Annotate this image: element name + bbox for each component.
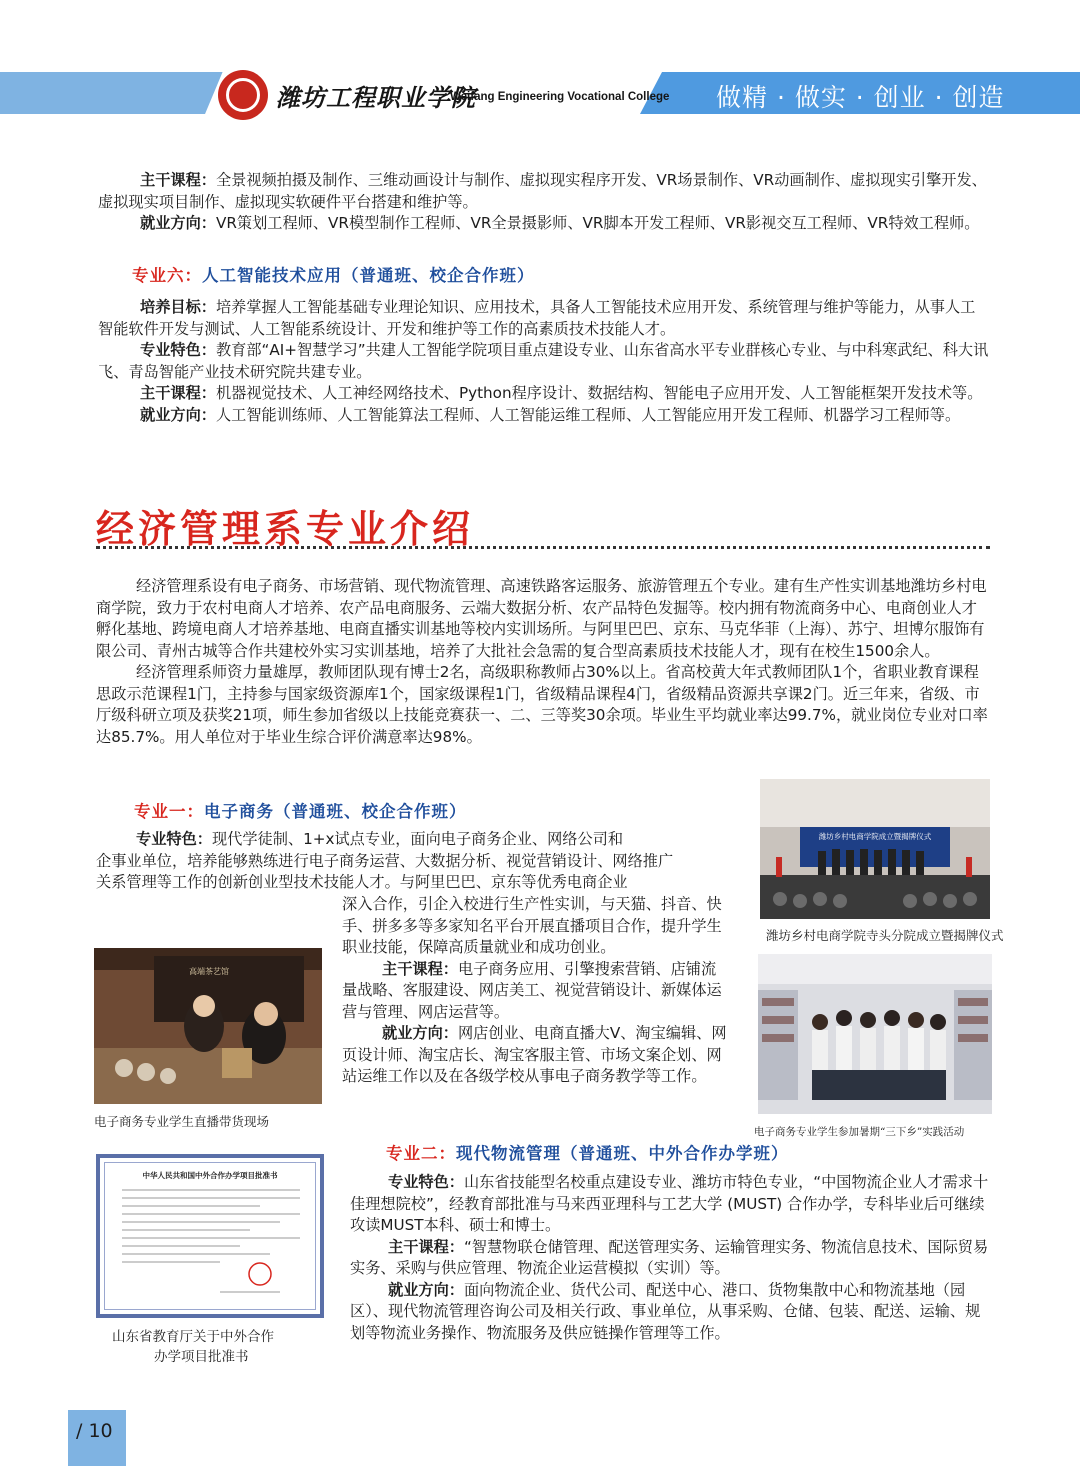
major6-heading <box>132 262 535 286</box>
major2-courses-text: “智慧物联仓储管理、配送管理实务、运输管理实务、物流信息技术、国际贸易实务、采购与供应管理、物流企业运营模拟（实训）等。 <box>350 1237 989 1277</box>
major6-feature <box>98 340 990 383</box>
title-dotted-divider <box>96 546 990 549</box>
certificate-caption-line1: 山东省教育厅关于中外合作 <box>112 1329 274 1345</box>
major1-feature-rest: 深入合作，引企入校进行生产性实训，与天猫、抖音、快手、拼多多等多家知名平台开展直播项目合作，提升学生职业技能，保障高质量就业和成功创业。 <box>342 895 722 956</box>
sanxiaxiang-scene <box>758 954 992 1114</box>
department-intro-p1: 经济管理系设有电子商务、市场营销、现代物流管理、高速铁路客运服务、旅游管理五个专业。建有生产性实训基地潍坊乡村电商学院，致力于农村电商人才培养、农产品电商服务、云端大数据分析、农产品特色发掘等。校内拥有物流商务中心、电商创业人才孵化基地、跨境电商人才培养基地、电商直播实训基地等校内实训场所。与阿里巴巴、京东、马克华菲（上海）、苏宁、坦博尔服饰有限公司、青州古城等合作共建校外实习实训基地，培养了大批社会急需的复合型高素质技术技能人才，现有在校生1500余人。 <box>96 577 987 660</box>
major1-heading-number: 专业一： <box>134 802 204 821</box>
vr-courses-label: 主干课程： <box>140 171 216 189</box>
major2-heading <box>386 1140 789 1164</box>
major2-feature-label: 专业特色： <box>388 1173 464 1191</box>
major6-feature-label: 专业特色： <box>140 341 216 359</box>
ceremony-photo <box>760 779 990 919</box>
major1-feature-label: 专业特色： <box>136 830 212 848</box>
college-name-en: Weifang Engineering Vocational College <box>450 91 670 103</box>
major6-jobs <box>98 405 990 427</box>
department-intro-p2: 经济管理系师资力量雄厚，教师团队现有博士2名，高级职称教师占30%以上。省高校黄大年式教师团队1个，省职业教育课程思政示范课程1门，主持参与国家级资源库1个，国家级课程1门，省级精品课程4门，省级精品资源共享课2门。近三年来，省级、市厅级科研立项及获奖21项，师生参加省级以上技能竞赛获一、二、三等奖30余项。毕业生平均就业率达99.7%，就业岗位专业对口率达85.7%。用人单位对于毕业生综合评价满意率达98%。 <box>96 663 988 746</box>
major2-heading-number: 专业二： <box>386 1144 456 1163</box>
major6-body <box>98 297 990 426</box>
livestream-sign-text: 高端茶艺馆 <box>189 967 229 976</box>
major1-courses <box>342 959 728 1024</box>
major1-courses-text: 电子商务应用、引擎搜索营销、店铺流量战略、客服建设、网店美工、视觉营销设计、新媒体运营与管理、网店运营等。 <box>342 959 722 1021</box>
major6-goal-label: 培养目标： <box>140 298 216 316</box>
major2-courses-label: 主干课程： <box>388 1237 464 1256</box>
major2-jobs-text: 面向物流企业、货代公司、配送中心、港口、货物集散中心和物流基地（园区）、现代物流管理咨询公司及相关行政、事业单位，从事采购、仓储、包装、配送、运输、规划等物流业务操作、物流服务及供应链操作管理等工作。 <box>350 1280 981 1342</box>
major6-heading-number: 专业六： <box>132 266 202 285</box>
major6-jobs-text: 人工智能训练师、人工智能算法工程师、人工智能运维工程师、人工智能应用开发工程师、机器学习工程师等。 <box>215 405 961 424</box>
major1-heading <box>134 798 467 822</box>
major1-jobs <box>342 1023 728 1088</box>
livestream-photo <box>94 948 322 1104</box>
major1-heading-title: 电子商务（普通班、校企合作班） <box>204 802 467 821</box>
major6-courses <box>98 383 990 405</box>
major2-feature-text: 山东省技能型名校重点建设专业、潍坊市特色专业，“中国物流企业人才需求十佳理想院校”，经教育部批准与马来西亚理科与工艺大学 (MUST) 合作办学，专科毕业后可继续攻读MUST本科、硕士和博士。 <box>350 1173 989 1234</box>
certificate-caption-line2: 办学项目批准书 <box>154 1349 249 1365</box>
ceremony-banner-text: 潍坊乡村电商学院成立暨揭牌仪式 <box>818 832 932 841</box>
college-name-cn: 潍坊工程职业学院 <box>276 83 476 112</box>
vr-courses-text: 全景视频拍摄及制作、三维动画设计与制作、虚拟现实程序开发、VR场景制作、VR动画制作、虚拟现实引擎开发、虚拟现实项目制作、虚拟现实软硬件平台搭建和维护等。 <box>98 171 987 211</box>
certificate-title: 中华人民共和国中外合作办学项目批准书 <box>142 1171 278 1180</box>
major6-courses-text: 机器视觉技术、人工神经网络技术、Python程序设计、数据结构、智能电子应用开发、人工智能框架开发技术等。 <box>215 384 983 402</box>
major6-goal <box>98 297 990 340</box>
certificate-lines <box>100 1184 320 1314</box>
vr-jobs-text: VR策划工程师、VR模型制作工程师、VR全景摄影师、VR脚本开发工程师、VR影视交互工程师、VR特效工程师。 <box>215 214 980 232</box>
vr-courses <box>98 170 990 213</box>
ceremony-scene <box>760 779 990 919</box>
sanxiaxiang-caption: 电子商务专业学生参加暑期“三下乡”实践活动 <box>754 1126 965 1138</box>
major2-jobs-label: 就业方向： <box>388 1280 464 1299</box>
major6-jobs-label: 就业方向： <box>140 405 216 424</box>
certificate-image <box>96 1154 324 1318</box>
major2-jobs <box>350 1280 990 1345</box>
header-left-bar <box>0 72 230 114</box>
major2-feature <box>350 1172 990 1237</box>
major2-courses <box>350 1237 990 1280</box>
vr-major-continued <box>98 170 990 235</box>
major1-jobs-label: 就业方向： <box>382 1024 458 1042</box>
major1-courses-label: 主干课程： <box>382 959 458 978</box>
vr-jobs-label: 就业方向： <box>140 214 216 232</box>
major1-body-right <box>342 894 728 1088</box>
college-seal-icon <box>218 70 268 120</box>
major1-feature-line1 <box>96 829 762 851</box>
livestream-caption: 电子商务专业学生直播带货现场 <box>94 1114 270 1129</box>
major1-feature-line2: 企事业单位，培养能够熟练进行电子商务运营、大数据分析、视觉营销设计、网络推广 <box>96 851 674 870</box>
department-title: 经济管理系专业介绍 <box>96 507 475 551</box>
major6-goal-text: 培养掌握人工智能基础专业理论知识、应用技术，具备人工智能技术应用开发、系统管理与维护等能力，从事人工智能软件开发与测试、人工智能系统设计、开发和维护等工作的高素质技术技能人才。 <box>98 298 976 338</box>
sanxiaxiang-photo <box>758 954 992 1114</box>
major1-feature-top <box>96 829 762 894</box>
college-motto: 做精 · 做实 · 创业 · 创造 <box>716 83 1005 112</box>
major6-heading-title: 人工智能技术应用（普通班、校企合作班） <box>202 266 535 285</box>
major6-courses-label: 主干课程： <box>140 384 216 402</box>
major1-jobs-text: 网店创业、电商直播大V、淘宝编辑、网页设计师、淘宝店长、淘宝客服主管、市场文案企划、网站运维工作以及在各级学校从事电子商务教学等工作。 <box>342 1024 727 1085</box>
major1-feature-l1: 现代学徒制、1+x试点专业，面向电子商务企业、网络公司和 <box>211 830 624 848</box>
vr-jobs <box>98 213 990 235</box>
major1-feature-line3: 关系管理等工作的创新创业型技术技能人才。与阿里巴巴、京东等优秀电商企业 <box>96 873 628 891</box>
page-number: / 10 <box>76 1420 113 1442</box>
ceremony-caption: 潍坊乡村电商学院寺头分院成立暨揭牌仪式 <box>766 928 1004 943</box>
major6-feature-text: 教育部“AI+智慧学习”共建人工智能学院项目重点建设专业、山东省高水平专业群核心专业、与中科寒武纪、科大讯飞、青岛智能产业技术研究院共建专业。 <box>98 341 989 381</box>
major2-heading-title: 现代物流管理（普通班、中外合作办学班） <box>456 1144 789 1163</box>
department-intro <box>96 576 990 748</box>
livestream-scene <box>94 948 322 1104</box>
major2-body <box>350 1172 990 1344</box>
